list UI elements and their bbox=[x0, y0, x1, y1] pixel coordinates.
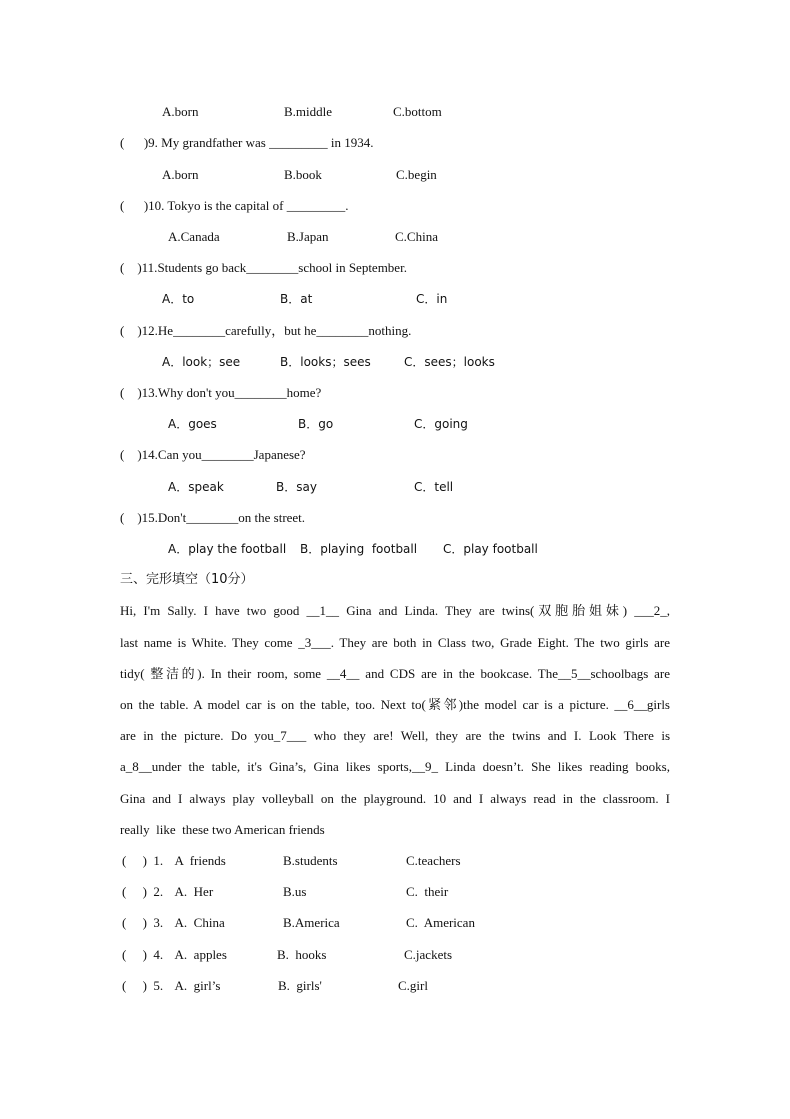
option-b: B.America bbox=[283, 915, 340, 930]
passage-line: really like these two American friends bbox=[120, 822, 325, 837]
option-a: A．look；see bbox=[162, 355, 241, 369]
option-c: C．in bbox=[416, 292, 448, 306]
option-b: B．go bbox=[298, 417, 334, 431]
question-11 bbox=[120, 260, 407, 276]
cloze-number: ( ) 2. bbox=[122, 884, 164, 899]
option-c: C．play football bbox=[443, 542, 538, 556]
question-9 bbox=[120, 135, 373, 151]
passage-line: Hi, I'm Sally. I have two good __1__ Gina and Linda. They are twins(双胞胎姐妹) ___2_, bbox=[120, 603, 670, 618]
question-number: ( )11. bbox=[120, 260, 158, 275]
option-b: B．say bbox=[276, 480, 317, 494]
option-a: A．play the football bbox=[168, 542, 287, 556]
option-a: A. apples bbox=[172, 947, 227, 962]
option-b: B. girls' bbox=[278, 978, 322, 993]
option-b: B.middle bbox=[284, 104, 333, 119]
question-number: ( )13. bbox=[120, 385, 158, 400]
option-c: C.teachers bbox=[406, 853, 461, 868]
option-a: A．goes bbox=[168, 417, 217, 431]
question-12 bbox=[120, 323, 411, 339]
question-number: ( )14. bbox=[120, 447, 158, 462]
option-c: C．sees；looks bbox=[404, 355, 495, 369]
option-a: A．speak bbox=[168, 480, 224, 494]
question-15 bbox=[120, 510, 305, 526]
question-text: Don't________on the street. bbox=[157, 510, 306, 525]
option-b: B. hooks bbox=[277, 947, 327, 962]
question-text: He________carefully，but he________nothing. bbox=[157, 323, 412, 338]
question-number: ( )12. bbox=[120, 323, 158, 338]
option-c: C.China bbox=[395, 229, 438, 244]
question-number: ( )15. bbox=[120, 510, 158, 525]
question-text: Can you________Japanese? bbox=[157, 447, 306, 462]
option-b: B.us bbox=[283, 884, 307, 899]
option-c: C．going bbox=[414, 417, 468, 431]
cloze-number: ( ) 1. bbox=[122, 853, 164, 868]
option-a: A. China bbox=[172, 915, 225, 930]
question-10 bbox=[120, 198, 349, 214]
cloze-number: ( ) 5. bbox=[122, 978, 164, 993]
option-c: C.begin bbox=[396, 167, 437, 182]
option-c: C.bottom bbox=[393, 104, 442, 119]
cloze-number: ( ) 3. bbox=[122, 915, 164, 930]
section-title: 三、完形填空（10分） bbox=[120, 572, 254, 587]
option-a: A.born bbox=[162, 167, 199, 182]
passage-line: last name is White. They come _3___. They are both in Class two, Grade Eight. The two girls are bbox=[120, 635, 670, 650]
passage-line: a_8__under the table, it's Gina’s, Gina likes sports,__9_ Linda doesn’t. She likes reading books, bbox=[120, 759, 670, 774]
option-a: A.born bbox=[162, 104, 199, 119]
question-14 bbox=[120, 447, 306, 463]
question-number: ( )10. bbox=[120, 198, 165, 213]
passage-line: Gina and I always play volleyball on the playground. 10 and I always read in the classroom. I bbox=[120, 791, 670, 806]
option-b: B．playing football bbox=[300, 542, 418, 556]
question-text: My grandfather was _________ in 1934. bbox=[157, 135, 374, 150]
option-b: B．at bbox=[280, 292, 313, 306]
option-a: A friends bbox=[172, 853, 226, 868]
question-13 bbox=[120, 385, 321, 401]
passage-line: are in the picture. Do you_7___ who they are! Well, they are the twins and I. Look There is bbox=[120, 728, 670, 743]
option-a: A. girl’s bbox=[172, 978, 221, 993]
question-number: ( )9. bbox=[120, 135, 158, 150]
option-a: A.Canada bbox=[168, 229, 220, 244]
option-a: A. Her bbox=[172, 884, 214, 899]
option-c: C．tell bbox=[414, 480, 454, 494]
question-text: Students go back________school in September. bbox=[157, 260, 407, 275]
passage-line: tidy( 整洁的). In their room, some __4__ and CDS are in the bookcase. The__5__schoolbags are bbox=[120, 666, 670, 681]
question-text: Why don't you________home? bbox=[157, 385, 322, 400]
option-b: B.book bbox=[284, 167, 322, 182]
question-text: Tokyo is the capital of _________. bbox=[164, 198, 349, 213]
option-b: B.Japan bbox=[287, 229, 329, 244]
option-c: C.girl bbox=[398, 978, 428, 993]
option-a: A．to bbox=[162, 292, 195, 306]
option-c: C.jackets bbox=[404, 947, 453, 962]
option-c: C. American bbox=[406, 915, 475, 930]
option-b: B．looks；sees bbox=[280, 355, 371, 369]
cloze-number: ( ) 4. bbox=[122, 947, 164, 962]
option-c: C. their bbox=[406, 884, 449, 899]
passage-line: on the table. A model car is on the table, too. Next to(紧邻)the model car is a picture. __6__girls bbox=[120, 697, 670, 712]
option-b: B.students bbox=[283, 853, 338, 868]
